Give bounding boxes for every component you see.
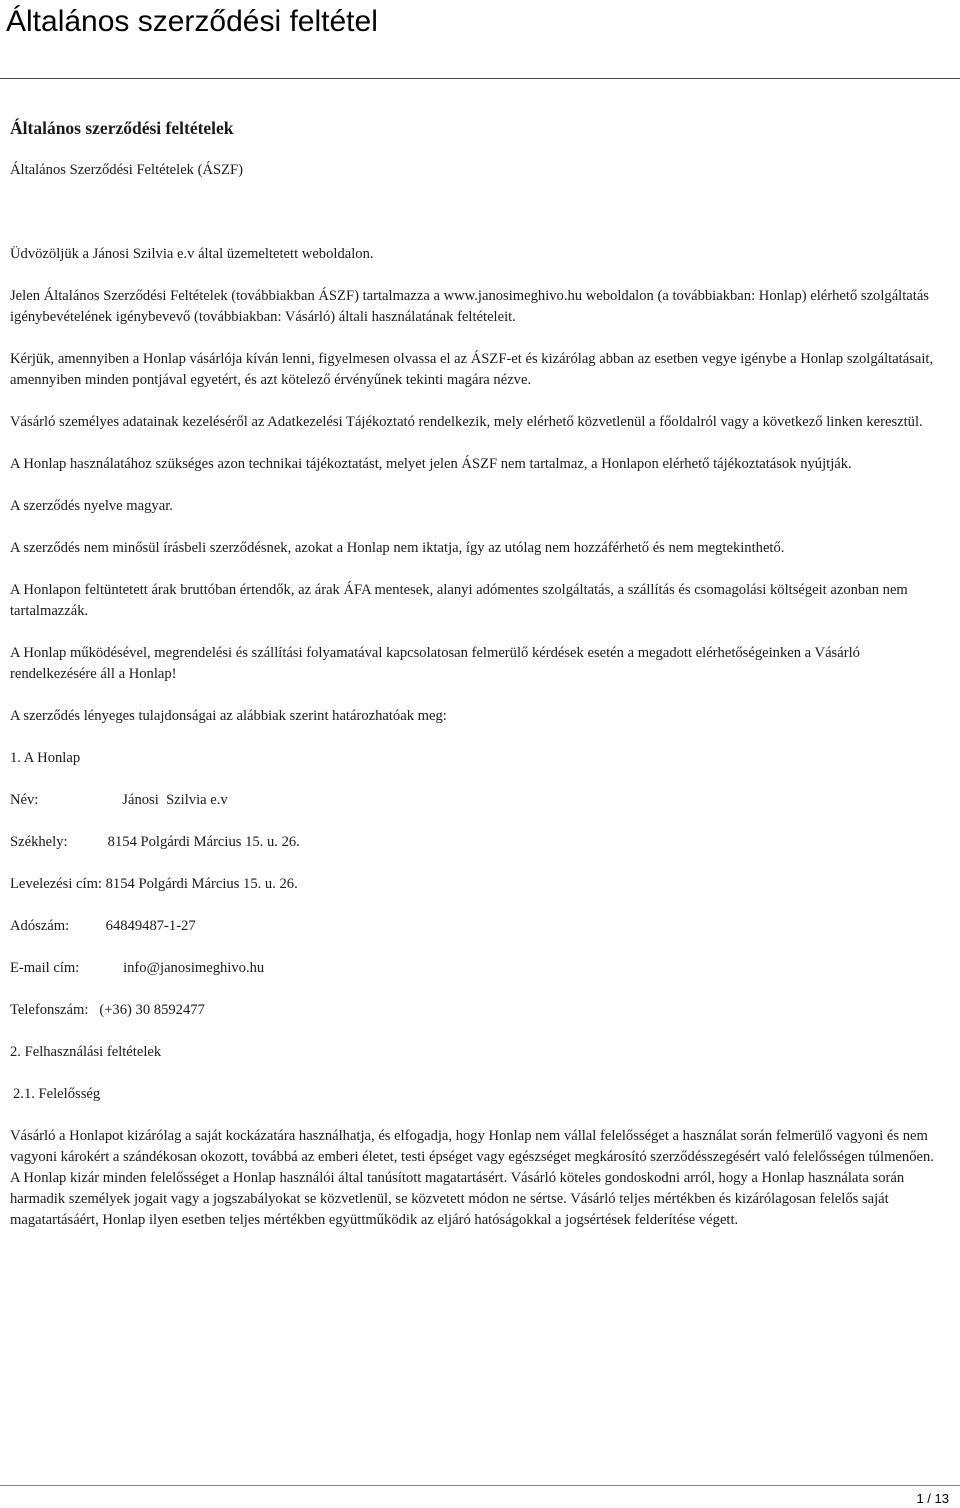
contract-form-paragraph: A szerződés nem minősül írásbeli szerződésnek, azokat a Honlap nem iktatja, így az utólag nem hozzáférhető és nem megtekinthető. bbox=[10, 540, 785, 556]
info-row-tax-number: Adószám: 64849487-1-27 bbox=[10, 918, 196, 934]
info-row-mailing-address: Levelezési cím: 8154 Polgárdi Március 15. u. 26. bbox=[10, 876, 298, 892]
liability-paragraph: Vásárló a Honlapot kizárólag a saját kockázatára használhatja, és elfogadja, hogy Honlap nem vállal felelősséget a használat során felmerülő vagyoni és nem vagyoni károkért a szándékosan okozott, továbbá az emberi életet, testi épséget vagy egészséget megkárosító szerződésszegésért való felelősségen túlmenően. A Honlap kizár minden felelősséget a Honlap használói által tanúsított magatartásért. Vásárló köteles gondoskodni arról, hogy a Honlap használata során harmadik személyek jogait vagy a jogszabályokat se közvetlenül, se közvetett módon ne sértse. Vásárló teljes mértékben és kizárólagosan felelős saját magatartásáért, Honlap ilyen esetben teljes mértékben együttműködik az eljáró hatóságokkal a jogsértések felderítése végett. bbox=[10, 1128, 934, 1228]
language-paragraph: A szerződés nyelve magyar. bbox=[10, 498, 173, 514]
title-divider bbox=[0, 78, 960, 79]
contact-paragraph: A Honlap működésével, megrendelési és szállítási folyamatával kapcsolatosan felmerülő kérdések esetén a megadott elérhetőségeinken a Vásárló rendelkezésére áll a Honlap! bbox=[10, 645, 860, 682]
footer-divider bbox=[0, 1485, 960, 1486]
section-1-title: 1. A Honlap bbox=[10, 750, 81, 766]
properties-paragraph: A szerződés lényeges tulajdonságai az alábbiak szerint határozhatóak meg: bbox=[10, 708, 447, 724]
document-body bbox=[10, 116, 945, 1231]
intro-paragraph: Jelen Általános Szerződési Feltételek (továbbiakban ÁSZF) tartalmazza a www.janosimeghivo.hu weboldalon (a továbbiakban: Honlap) elérhető szolgáltatás igénybevételének igénybevevő (továbbiakban: Vásárló) általi használatának feltételeit. bbox=[10, 288, 929, 325]
section-heading: Általános szerződési feltételek bbox=[10, 118, 234, 138]
document-title: Általános szerződési feltétel bbox=[6, 5, 378, 38]
privacy-paragraph: Vásárló személyes adatainak kezeléséről az Adatkezelési Tájékoztató rendelkezik, mely elérhető közvetlenül a főoldalról vagy a következő linken keresztül. bbox=[10, 414, 923, 430]
info-row-phone: Telefonszám: (+36) 30 8592477 bbox=[10, 1002, 205, 1018]
info-row-address: Székhely: 8154 Polgárdi Március 15. u. 26. bbox=[10, 834, 300, 850]
page-indicator: 1 / 13 bbox=[916, 1491, 949, 1506]
section-2-1-title: 2.1. Felelősség bbox=[13, 1086, 101, 1102]
prices-paragraph: A Honlapon feltüntetett árak bruttóban értendők, az árak ÁFA mentesek, alanyi adómentes szolgáltatás, a szállítás és csomagolási költségeit azonban nem tartalmazzák. bbox=[10, 582, 908, 619]
section-2-title: 2. Felhasználási feltételek bbox=[10, 1044, 162, 1060]
document-subtitle: Általános Szerződési Feltételek (ÁSZF) bbox=[10, 162, 244, 178]
request-paragraph: Kérjük, amennyiben a Honlap vásárlója kíván lenni, figyelmesen olvassa el az ÁSZF-et és kizárólag abban az esetben vegye igénybe a Honlap szolgáltatásait, amennyiben minden pontjával egyetért, és azt kötelező érvényűnek tekinti magára nézve. bbox=[10, 351, 934, 388]
info-row-email: E-mail cím: info@janosimeghivo.hu bbox=[10, 960, 265, 976]
technical-info-paragraph: A Honlap használatához szükséges azon technikai tájékoztatást, melyet jelen ÁSZF nem tartalmaz, a Honlapon elérhető tájékoztatások nyújtják. bbox=[10, 456, 852, 472]
welcome-paragraph: Üdvözöljük a Jánosi Szilvia e.v által üzemeltetett weboldalon. bbox=[10, 246, 374, 262]
info-row-name: Név: Jánosi Szilvia e.v bbox=[10, 792, 228, 808]
